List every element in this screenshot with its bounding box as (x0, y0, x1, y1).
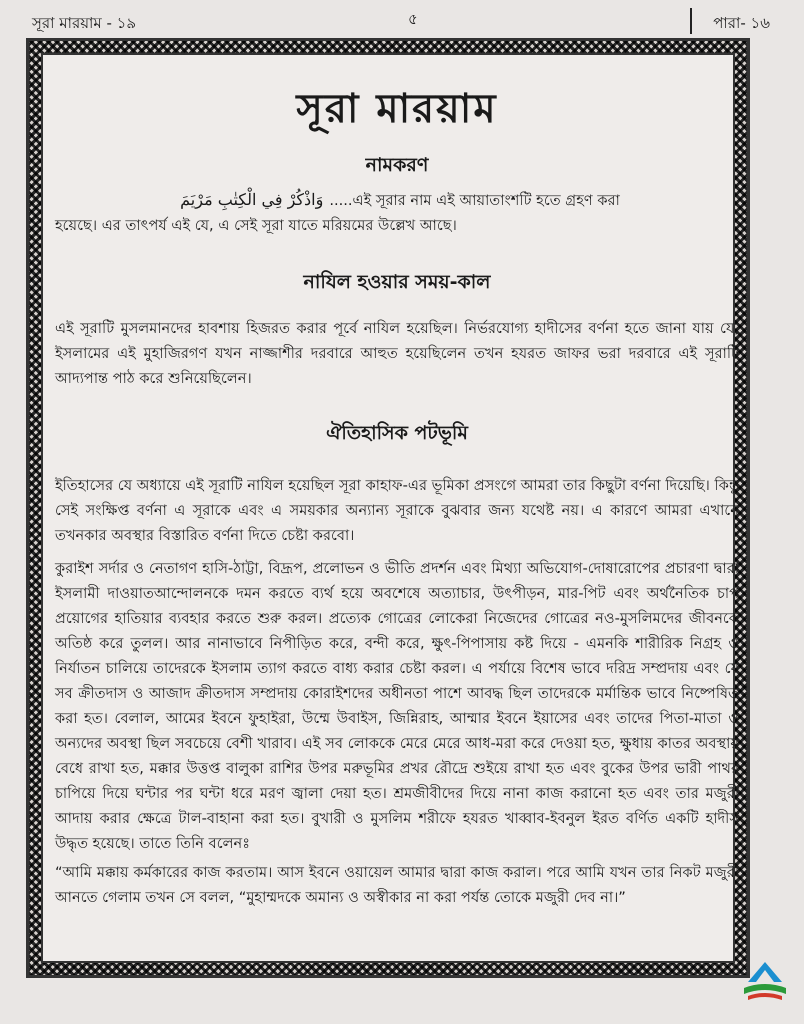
naming-heading: নামকরণ (365, 154, 429, 176)
page-number: ৫ (408, 10, 418, 28)
naming-line-1 (55, 187, 739, 213)
ornamental-border (26, 38, 750, 978)
header-divider (690, 8, 692, 34)
naming-text: .....এই সূরার নাম এই আয়াতাংশটি হতে গ্রহণ করা (329, 192, 620, 209)
publisher-logo-icon (740, 960, 790, 1004)
running-head-surah: সূরা মারয়াম - ১৯ (32, 14, 137, 32)
running-head-para: পারা- ১৬ (713, 14, 770, 32)
background-paragraph-2: কুরাইশ সর্দার ও নেতাগণ হাসি-ঠাট্টা, বিদ্রূপ, প্রলোভন ও ভীতি প্রদর্শন এবং মিথ্যা অভিযোগ-দোষারোপের প্রচারণা দ্বারা ইসলামী দাওয়াতআন্দোলনকে দমন করতে ব্যর্থ হয়ে অবশেষে অত্যাচার, উৎপীড়ন, মার-পিট এবং অর্থনৈতিক চাপ প্রয়োগের হাতিয়ার ব্যবহার করতে শুরু করল। প্রত্যেক গোত্রের লোকেরা নিজেদের গোত্রের নও-মুসলিমদের জীবনকে অতিষ্ঠ করে তুলল। আর নানাভাবে নিপীড়িত করে, বন্দী করে, ক্ষুৎ-পিপাসায় কষ্ট দিয়ে - এমনকি শারীরিক নিগ্রহ ও নির্যাতন চালিয়ে তাদেরকে ইসলাম ত্যাগ করতে বাধ্য করার চেষ্টা করল। এ পর্যায়ে বিশেষ ভাবে দরিদ্র সম্প্রদায় এবং যে সব ক্রীতদাস ও আজাদ ক্রীতদাস সম্প্রদায় কোরাইশদের অধীনতা পাশে আবদ্ধ ছিল তাদেরকে মর্মান্তিক ভাবে নিষ্পেষিত করা হত। বেলাল, আমের ইবনে ফুহাইরা, উম্মে উবাইস, জিন্নিরাহ, আম্মার ইবনে ইয়াসের এবং তাদের পিতা-মাতা ও অন্যদের অবস্থা ছিল সবচেয়ে বেশী খারাব। এই সব লোককে মেরে মেরে আধ-মরা করে দেওয়া হত, ক্ষুধায় কাতর অবস্থায় বেধে রাখা হত, মক্কার উত্তপ্ত বালুকা রাশির উপর মরুভূমির প্রখর রৌদ্রে শুইয়ে রাখা হত এবং বুকের উপর ভারী পাথর চাপিয়ে দিয়ে ঘন্টার পর ঘন্টা ধরে মরণ জ্বালা দেয়া হত। শ্রমজীবীদের দিয়ে নানা কাজ করানো হত এবং তার মজুরী আদায় করার ক্ষেত্রে টাল-বাহানা করা হত। বুখারী ও মুসলিম শরীফে হযরত খাব্বাব-ইবনুল ইরত বর্ণিত একটি হাদীস উদ্ধৃত হয়েছে। তাতে তিনি বলেনঃ (55, 560, 739, 852)
background-paragraph-1: ইতিহাসের যে অধ্যায়ে এই সূরাটি নাযিল হয়েছিল সূরা কাহাফ-এর ভূমিকা প্রসংগে আমরা তার কিছুটা বর্ণনা দিয়েছি। কিন্তু সেই সংক্ষিপ্ত বর্ণনা এ সূরাকে এবং এ সময়কার অন্যান্য সূরাকে বুঝবার জন্য যথেষ্ট নয়। এ কারণে আমরা এখানে তখনকার অবস্থার বিস্তারিত বর্ণনা দিতে চেষ্টা করবো। (55, 477, 739, 544)
page-header (0, 0, 804, 40)
arabic-verse: وَاذْكُرْ فِي الْكِتٰبِ مَرْيَمَ (180, 190, 324, 209)
surah-title: সূরা মারয়াম (296, 85, 498, 132)
revelation-paragraph: এই সূরাটি মুসলমানদের হাবশায় হিজরত করার পূর্বে নাযিল হয়েছিল। নির্ভরযোগ্য হাদীসের বর্ণনা হতে জানা যায় যে, ইসলামের এই মুহাজিরগণ যখন নাজ্জাশীর দরবারে আহুত হয়েছিলেন তখন হযরত জাফর ভরা দরবারে এই সূরাটি আদ্যপান্ত পাঠ করে শুনিয়েছিলেন। (55, 320, 739, 387)
content-column (55, 55, 739, 910)
naming-line-2: হয়েছে। এর তাৎপর্য এই যে, এ সেই সূরা যাতে মরিয়মের উল্লেখ আছে। (55, 217, 457, 234)
background-quote: “আমি মক্কায় কর্মকারের কাজ করতাম। আস ইবনে ওয়ায়েল আমার দ্বারা কাজ করাল। পরে আমি যখন তার নিকট মজুরী আনতে গেলাম তখন সে বলল, “মুহাম্মদকে অমান্য ও অস্বীকার না করা পর্যন্ত তোকে মজুরী দেব না।” (55, 864, 739, 906)
page-body (41, 53, 739, 963)
revelation-heading: নাযিল হওয়ার সময়-কাল (303, 271, 491, 293)
background-heading: ঐতিহাসিক পটভূমি (326, 422, 468, 444)
